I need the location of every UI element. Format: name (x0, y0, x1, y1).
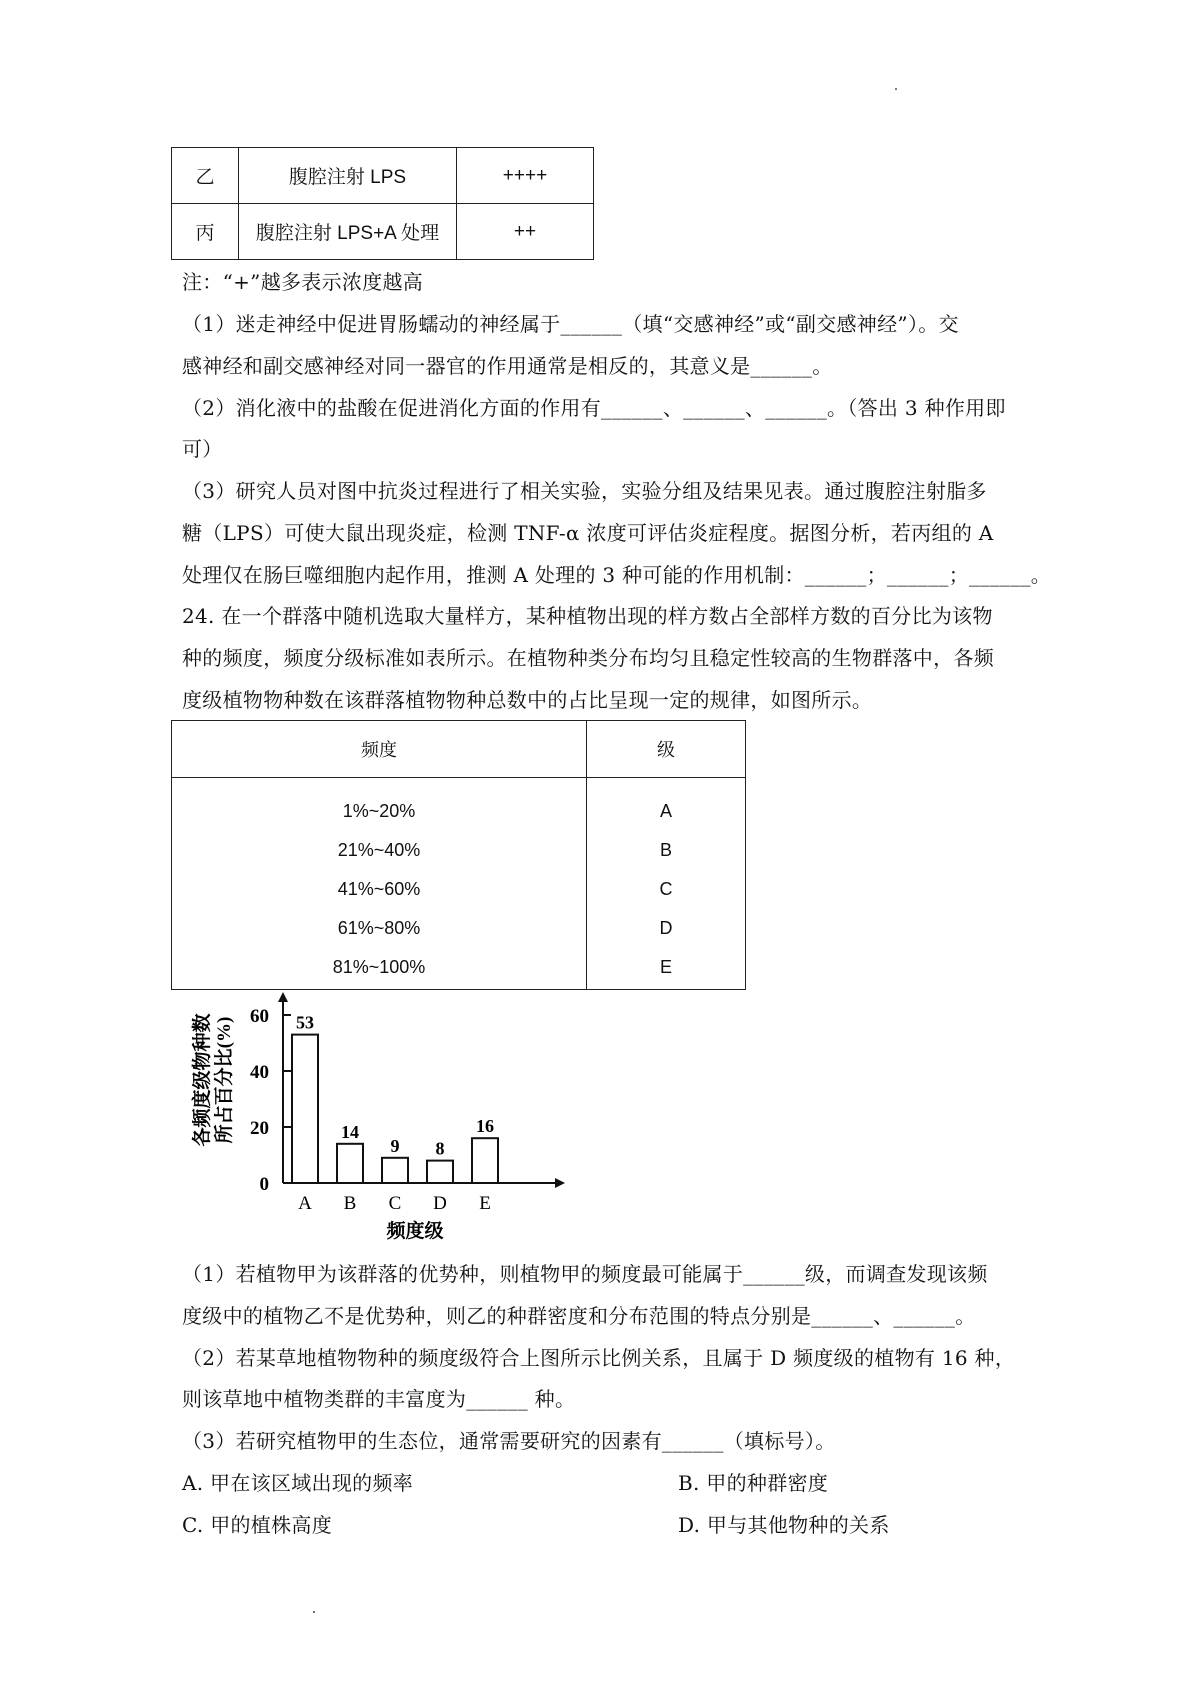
q23-part1-line1: （1）迷走神经中促进胃肠蠕动的神经属于______（填“交感神经”或“副交感神经”）。交 (182, 312, 959, 336)
treatment-cell: 腹腔注射 LPS (239, 148, 457, 204)
q24-intro-line3: 度级植物物种数在该群落植物物种总数中的占比呈现一定的规律，如图所示。 (182, 688, 873, 712)
q24-part2-line2: 则该草地中植物类群的丰富度为______ 种。 (182, 1387, 576, 1411)
level-cell: ++++ (457, 148, 594, 204)
grades-cell (587, 778, 746, 990)
option-d: D. 甲与其他物种的关系 (678, 1513, 890, 1537)
frequency-table (171, 720, 746, 990)
frequency-range: 1%~20% (342, 801, 416, 821)
grade-letter: A (659, 801, 672, 821)
x-tick-label: E (479, 1193, 491, 1214)
q23-part3-line3: 处理仅在肠巨噬细胞内起作用，推测 A 处理的 3 种可能的作用机制：______；______；______。 (182, 563, 1052, 587)
x-axis-label: 频度级 (386, 1221, 444, 1242)
q23-part2-line2: 可） (182, 437, 223, 461)
x-tick-label: A (298, 1193, 312, 1214)
option-b: B. 甲的种群密度 (678, 1471, 829, 1495)
option-a: A. 甲在该区域出现的频率 (182, 1471, 414, 1495)
bar-value-label: 53 (296, 1012, 314, 1033)
y-axis-label-line2: 所占百分比(%) (214, 1016, 235, 1144)
y-axis-label (190, 1013, 235, 1146)
q23-part2-line1: （2）消化液中的盐酸在促进消化方面的作用有______、______、______。（答出 3 种作用即 (182, 396, 1006, 420)
q24-intro-line2: 种的频度，频度分级标准如表所示。在植物种类分布均匀且稳定性较高的生物群落中，各频 (182, 646, 994, 670)
grade-letter: B (659, 840, 672, 860)
bar-value-label: 9 (390, 1135, 400, 1156)
x-tick-label: C (388, 1193, 402, 1214)
level-cell: ++ (457, 204, 594, 260)
bar-value-label: 14 (341, 1121, 359, 1142)
group-cell: 乙 (172, 148, 239, 204)
grade-letter: E (659, 957, 672, 977)
bar (472, 1138, 498, 1183)
x-tick-label: B (343, 1193, 357, 1214)
y-tick-label: 40 (250, 1062, 269, 1083)
q24-part2-line1: （2）若某草地植物物种的频度级符合上图所示比例关系，且属于 D 频度级的植物有 16 种， (182, 1346, 1016, 1370)
frequency-range: 21%~40% (337, 840, 421, 860)
y-tick-label: 20 (250, 1118, 269, 1139)
frequency-ranges-cell (172, 778, 587, 990)
option-c: C. 甲的植株高度 (182, 1513, 333, 1537)
q24-part1-line2: 度级中的植物乙不是优势种，则乙的种群密度和分布范围的特点分别是______、______。 (182, 1304, 976, 1328)
x-tick-label: D (433, 1193, 447, 1214)
frequency-range: 61%~80% (337, 918, 421, 938)
q24-part1-line1: （1）若植物甲为该群落的优势种，则植物甲的频度最可能属于______级，而调查发现该频 (182, 1262, 988, 1286)
scan-dot (313, 1611, 315, 1613)
bar (337, 1144, 363, 1183)
lps-table (171, 147, 594, 260)
q23-part3-line2: 糖（LPS）可使大鼠出现炎症，检测 TNF-α 浓度可评估炎症程度。据图分析，若丙组的 A (182, 521, 994, 545)
q24-intro-line1: 24. 在一个群落中随机选取大量样方，某种植物出现的样方数占全部样方数的百分比为该物 (182, 604, 993, 628)
y-axis-label-line1: 各频度级物种数 (192, 1013, 213, 1147)
group-cell: 丙 (172, 204, 239, 260)
grade-letter: D (659, 918, 673, 938)
y-tick-label: 60 (250, 1006, 269, 1027)
bar (382, 1158, 408, 1183)
bar (427, 1161, 453, 1183)
bar (292, 1035, 318, 1183)
treatment-cell: 腹腔注射 LPS+A 处理 (239, 204, 457, 260)
q23-part1-line2: 感神经和副交感神经对同一器官的作用通常是相反的，其意义是______。 (182, 354, 833, 378)
table-note: 注：“+”越多表示浓度越高 (182, 270, 424, 294)
header-grade: 级 (587, 721, 746, 778)
grade-letter: C (659, 879, 673, 899)
y-tick-label: 0 (259, 1174, 269, 1195)
frequency-range: 81%~100% (332, 957, 426, 977)
q24-part3-line: （3）若研究植物甲的生态位，通常需要研究的因素有______（填标号）。 (182, 1429, 836, 1453)
frequency-range: 41%~60% (337, 879, 421, 899)
frequency-bar-chart (170, 985, 590, 1255)
q23-part3-line1: （3）研究人员对图中抗炎过程进行了相关实验，实验分组及结果见表。通过腹腔注射脂多 (182, 479, 987, 503)
bar-value-label: 8 (435, 1138, 445, 1159)
header-frequency: 频度 (172, 721, 587, 778)
scan-dot (895, 88, 897, 90)
bar-value-label: 16 (476, 1116, 494, 1137)
